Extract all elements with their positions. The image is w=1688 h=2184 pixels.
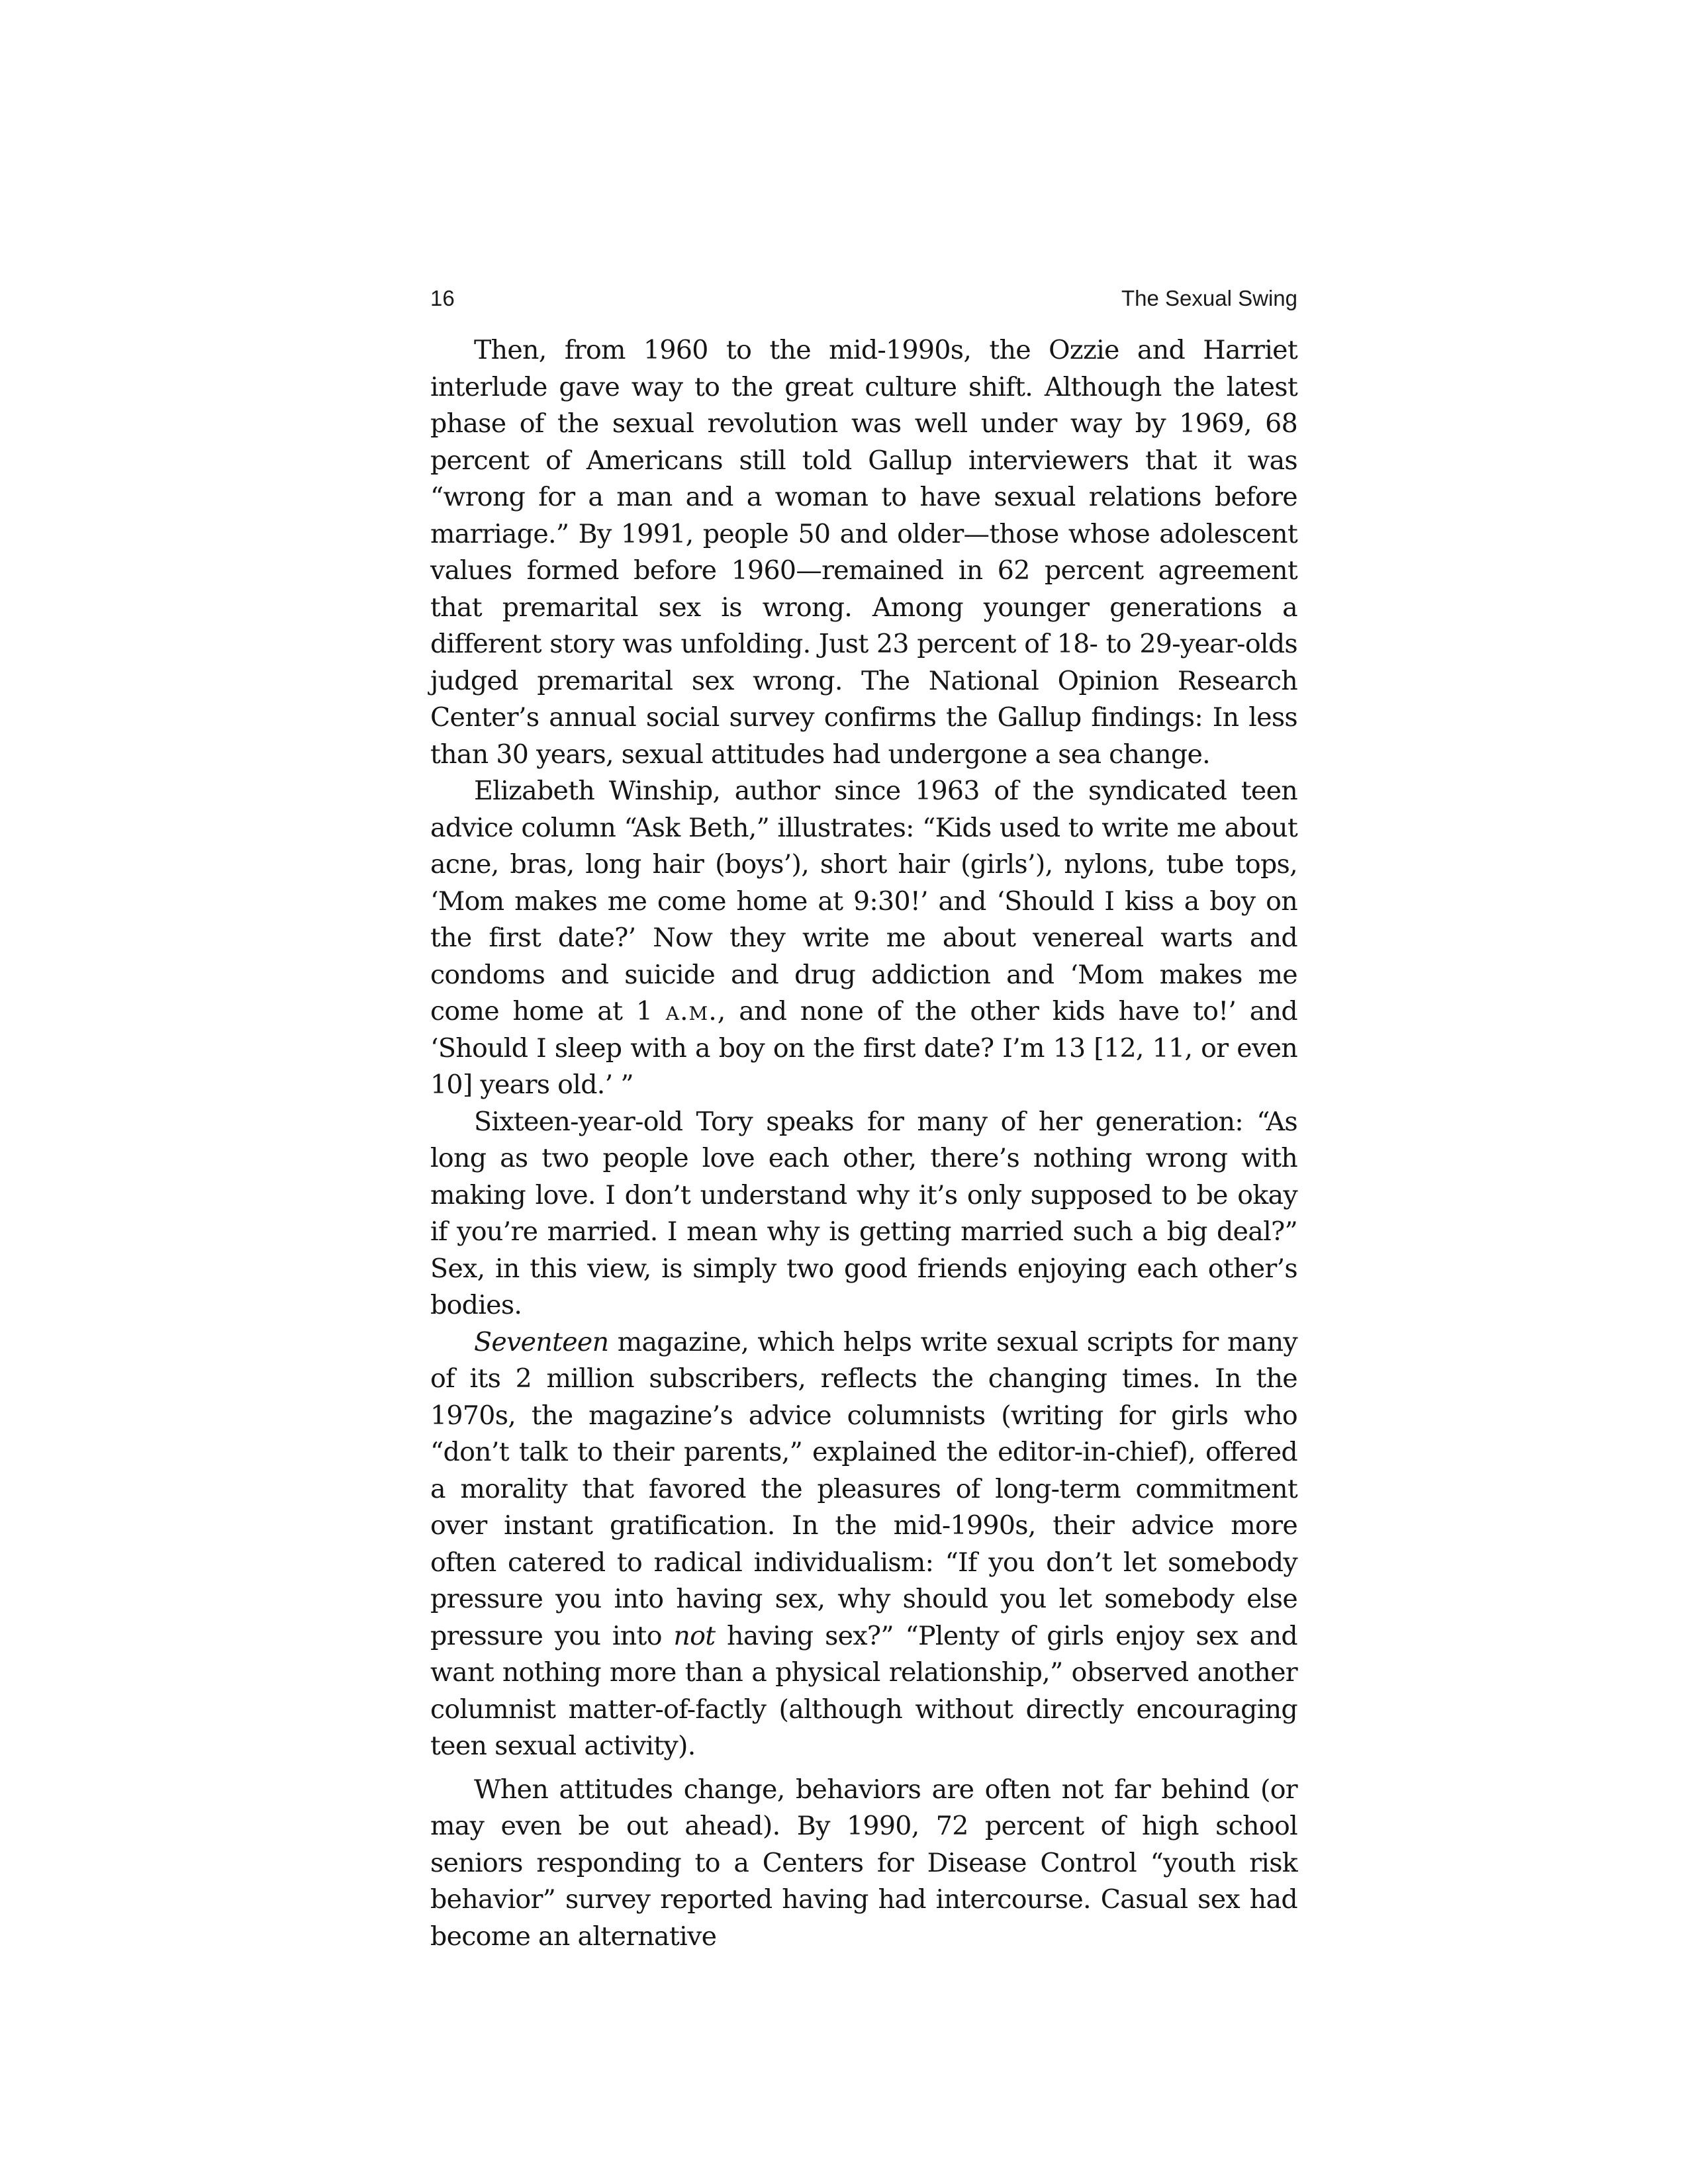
running-head	[430, 286, 1297, 318]
paragraph-4-text-a: magazine, which helps write sexual scripts for many of its 2 million subscribers, reflects the changing times. In the 1970s, the magazine’s advice columnists (writing for girls who “don’t talk to their parents,” explained the editor-in-chief), offered a morality that favored the pleasures of long-term commitment over instant gratification. In the mid-1990s, their advice more often catered to radical individualism: “If you don’t let somebody pressure you into having sex, why should you let somebody else pressure you into	[430, 1326, 1297, 1651]
running-title: The Sexual Swing	[1121, 286, 1297, 310]
magazine-title: Seventeen	[474, 1326, 609, 1357]
paragraph-3: Sixteen-year-old Tory speaks for many of her generation: “As long as two people love each other, there’s nothing wrong with making love. I don’t understand why it’s only supposed to be okay if you’re married. I mean why is getting married such a big deal?” Sex, in this view, is simply two good friends enjoying each other’s bodies.	[430, 1106, 1297, 1320]
paragraph-2-text-b: , and none of the other kids have to!’ and ‘Should I sleep with a boy on the first date? I’m 13 [12, 11, or even 10] years old.’ ”	[430, 996, 1297, 1100]
paragraph-5: When attitudes change, behaviors are often not far behind (or may even be out ahead). By 1990, 72 percent of high school seniors responding to a Centers for Disease Control “youth risk behavior” survey reported having had intercourse. Casual sex had become an alternative	[430, 1774, 1297, 1952]
emphasis-not: not	[673, 1620, 716, 1651]
body-text	[430, 332, 1297, 1955]
paragraph-4	[430, 1324, 1297, 1765]
paragraph-2-text-a: Elizabeth Winship, author since 1963 of the syndicated teen advice column “Ask Beth,” illustrates: “Kids used to write me about acne, bras, long hair (boys’), short hair (girls’), nylons, tube tops, ‘Mom makes me come home at 9:30!’ and ‘Should I kiss a boy on the first date?’ Now they write me about venereal warts and condoms and suicide and drug addiction and ‘Mom makes me come home at 1	[430, 776, 1297, 1026]
paragraph-2	[430, 773, 1297, 1104]
page-number: 16	[430, 286, 455, 310]
time-abbreviation: a.m.	[665, 996, 718, 1026]
paragraph-4-text-b: having sex?” “Plenty of girls enjoy sex and want nothing more than a physical relationship,” observed another columnist matter-of-factly (although without directly encouraging teen sexual activity).	[430, 1620, 1297, 1761]
paragraph-1: Then, from 1960 to the mid-1990s, the Ozzie and Harriet interlude gave way to the great culture shift. Although the latest phase of the sexual revolution was well under way by 1969, 68 percent of Americans still told Gallup interviewers that it was “wrong for a man and a woman to have sexual relations before marriage.” By 1991, people 50 and older—those whose adolescent values formed before 1960—remained in 62 percent agreement that premarital sex is wrong. Among younger generations a different story was unfolding. Just 23 percent of 18- to 29-year-olds judged premarital sex wrong. The National Opinion Research Center’s annual social survey confirms the Gallup findings: In less than 30 years, sexual attitudes had undergone a sea change.	[430, 335, 1297, 770]
